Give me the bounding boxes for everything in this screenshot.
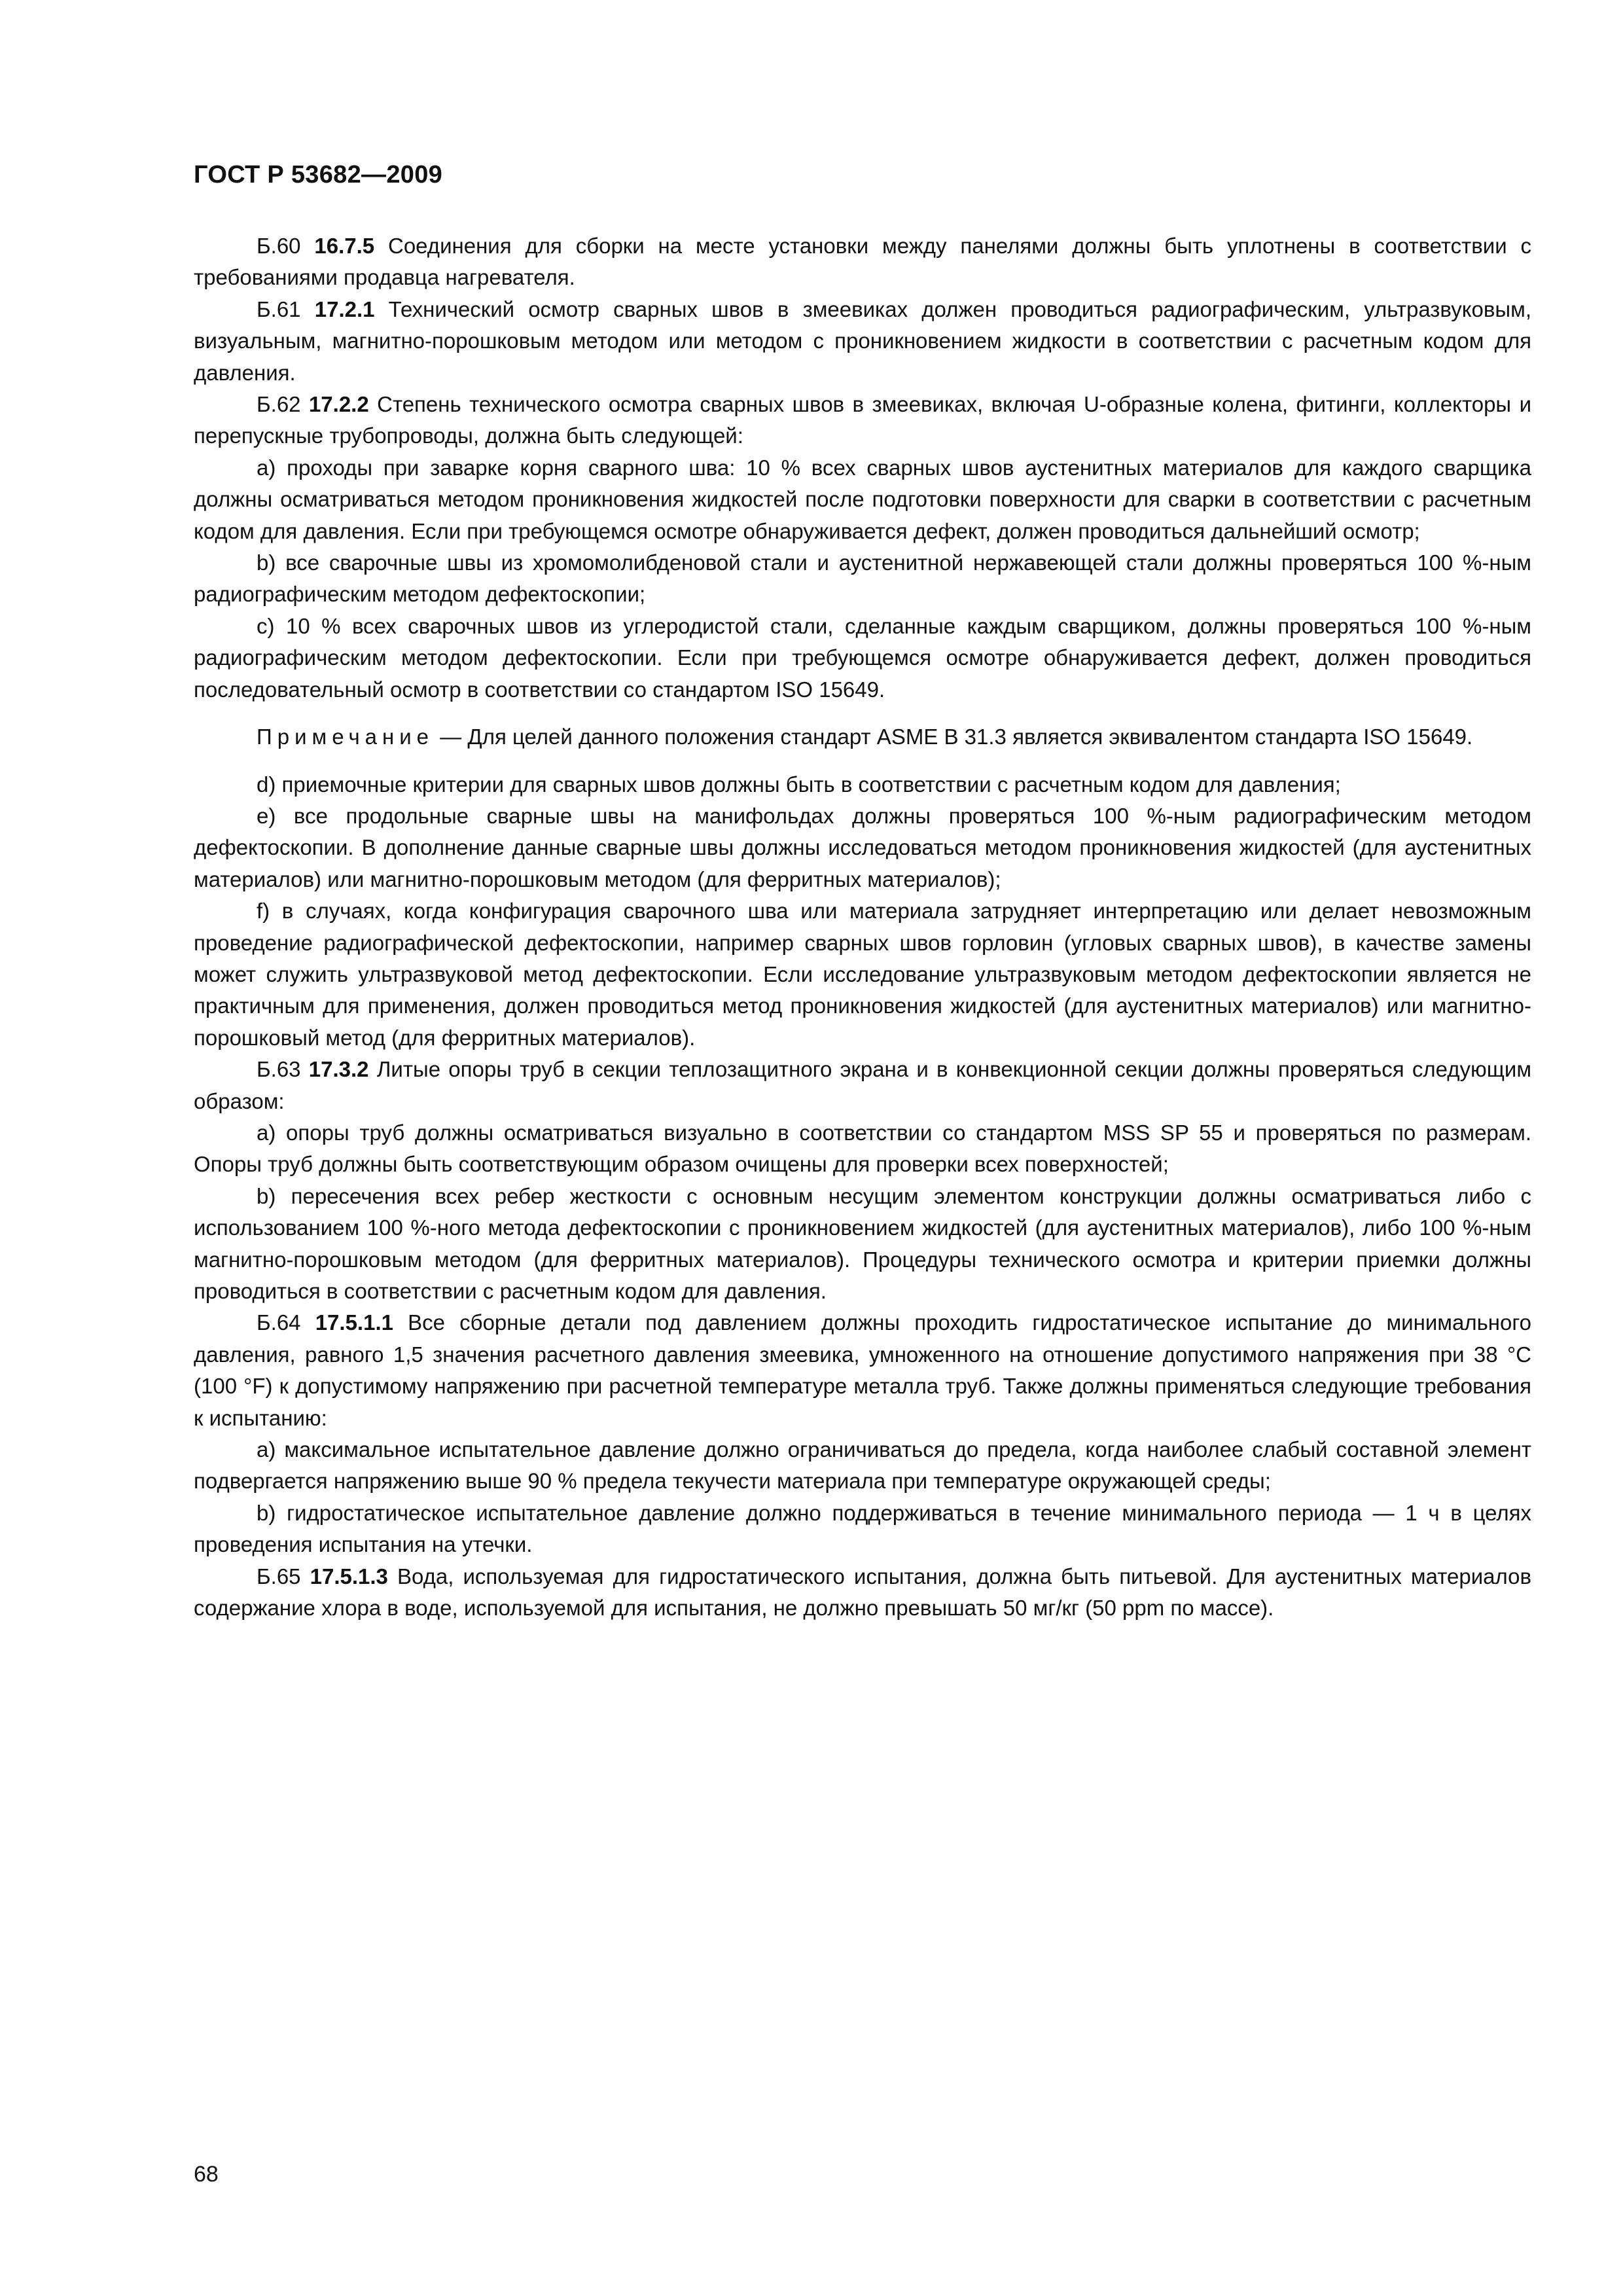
clause-text: Соединения для сборки на месте установки между панелями должны быть уплотнены в соответствии с требованиями продавца нагревателя. xyxy=(194,234,1531,290)
clause-text: Технический осмотр сварных швов в змеевиках должен проводиться радиографическим, ультразвуковым, визуальным, магнитно-порошковым методом или методом с проникновением жидкости в соответствии с расчетным кодом для давления. xyxy=(194,296,1532,385)
list-item-a: a) максимальное испытательное давление должно ограничиваться до предела, когда наиболее слабый составной элемент подвергается напряжению выше 90 % предела текучести материала при температуре окружающей среды; xyxy=(194,1437,1531,1494)
clause-b62 xyxy=(194,389,1531,452)
page-number: 68 xyxy=(194,2162,219,2187)
list-item-c: c) 10 % всех сварочных швов из углеродистой стали, сделанные каждым сварщиком, должны проверяться 100 %-ным радиографическим методом дефектоскопии. Если при требующемся осмотре обнаруживается дефект, должен проводиться последовательный осмотр в соответствии со стандартом ISO 15649. xyxy=(194,613,1531,702)
clause-text: Литые опоры труб в секции теплозащитного экрана и в конвекционной секции должны проверяться следующим образом: xyxy=(194,1057,1532,1113)
clause-number: Б.65 xyxy=(257,1564,301,1588)
clause-b63 xyxy=(194,1054,1531,1117)
note-label: Примечание xyxy=(257,725,435,749)
list-item-b: b) пересечения всех ребер жесткости с основным несущим элементом конструкции должны осматриваться либо с использованием 100 %-ного метода дефектоскопии с проникновением жидкостей (для аустенитных материалов), либо 100 %-ным магнитно-порошковым методом (для ферритных материалов). Процедуры технического осмотра и критерии приемки должны проводиться в соответствии с расчетным кодом для давления. xyxy=(194,1183,1531,1303)
list-item-d: d) приемочные критерии для сварных швов должны быть в соответствии с расчетным кодом для давления; xyxy=(257,772,1341,797)
clause-reference: 17.3.2 xyxy=(308,1057,369,1082)
clause-text: Все сборные детали под давлением должны проходить гидростатическое испытание до минимального давления, равного 1,5 значения расчетного давления змеевика, умноженного на отношение допустимого напряжения при 38 °С (100 °F) к допустимому напряжению при расчетной температуре металла труб. Также должны применяться следующие требования к испытанию: xyxy=(194,1310,1532,1430)
clause-reference: 17.5.1.3 xyxy=(310,1564,388,1588)
clause-number: Б.61 xyxy=(257,296,301,321)
clause-reference: 16.7.5 xyxy=(314,234,375,258)
clause-text: Степень технического осмотра сварных швов в змеевиках, включая U-образные колена, фитинги, коллекторы и перепускные трубопроводы, должна быть следующей: xyxy=(194,392,1531,448)
clause-number: Б.63 xyxy=(257,1057,301,1082)
document-body xyxy=(194,230,1531,1624)
list-item-a: a) опоры труб должны осматриваться визуально в соответствии со стандартом MSS SP 55 и проверяться по размерам. Опоры труб должны быть соответствующим образом очищены для проверки всех поверхностей; xyxy=(194,1120,1531,1177)
clause-b64 xyxy=(194,1307,1531,1434)
document-header: ГОСТ Р 53682—2009 xyxy=(194,161,443,188)
note xyxy=(194,721,1531,753)
clause-b60 xyxy=(194,230,1531,294)
list-item-b: b) гидростатическое испытательное давление должно поддерживаться в течение минимального периода — 1 ч в целях проведения испытания на утечки. xyxy=(194,1500,1531,1557)
note-text: — Для целей данного положения стандарт ASME B 31.3 является эквивалентом стандарта ISO 15649. xyxy=(434,725,1473,749)
list-item-a: a) проходы при заварке корня сварного шва: 10 % всех сварных швов аустенитных материалов для каждого сварщика должны осматриваться методом проникновения жидкостей после подготовки поверхности для сварки в соответствии с расчетным кодом для давления. Если при требующемся осмотре обнаруживается дефект, должен проводиться дальнейший осмотр; xyxy=(194,455,1531,543)
list-item-e: e) все продольные сварные швы на манифольдах должны проверяться 100 %-ным радиографическим методом дефектоскопии. В дополнение данные сварные швы должны исследоваться методом проникновения жидкостей (для аустенитных материалов) или магнитно-порошковым методом (для ферритных материалов); xyxy=(194,803,1531,891)
clause-number: Б.60 xyxy=(257,234,301,258)
list-item-f: f) в случаях, когда конфигурация сварочного шва или материала затрудняет интерпретацию или делает невозможным проведение радиографической дефектоскопии, например сварных швов горловин (угловых сварных швов), в качестве замены может служить ультразвуковой метод дефектоскопии. Если исследование ультразвуковым методом дефектоскопии является не практичным для применения, должен проводиться метод проникновения жидкостей (для аустенитных материалов) или магнитно-порошковый метод (для ферритных материалов). xyxy=(194,899,1531,1050)
clause-b65 xyxy=(194,1561,1531,1624)
clause-reference: 17.5.1.1 xyxy=(315,1310,393,1335)
clause-number: Б.64 xyxy=(257,1310,301,1335)
clause-number: Б.62 xyxy=(257,392,301,417)
clause-text: Вода, используемая для гидростатического испытания, должна быть питьевой. Для аустенитных материалов содержание хлора в воде, используемой для испытания, не должно превышать 50 мг/кг (50 ppm по массе). xyxy=(194,1564,1531,1621)
clause-b61 xyxy=(194,294,1531,389)
list-item-b: b) все сварочные швы из хромомолибденовой стали и аустенитной нержавеющей стали должны проверяться 100 %-ным радиографическим методом дефектоскопии; xyxy=(194,550,1531,607)
clause-reference: 17.2.2 xyxy=(308,392,369,417)
clause-reference: 17.2.1 xyxy=(314,296,375,321)
